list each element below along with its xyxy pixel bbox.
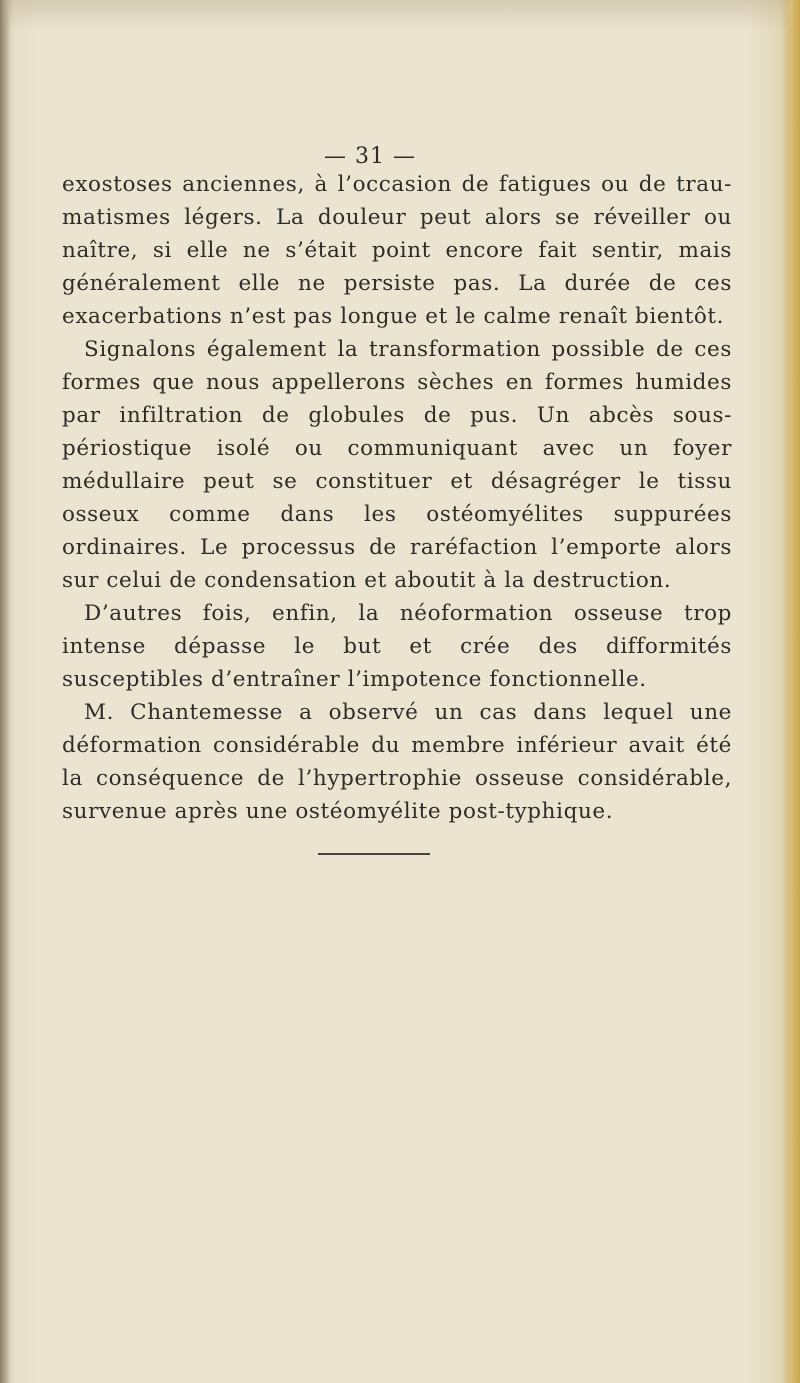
paragraph-1: exostoses anciennes, à l’occasion de fatigues ou de trau-matismes légers. La douleur peut alors se réveiller ou naître, si elle ne s’était point encore fait sentir, mais généralement elle ne persiste pas. La durée de ces exacerbations n’est pas longue et le calme renaît bientôt. xyxy=(62,172,732,329)
page-right-edge xyxy=(782,0,800,1383)
page-left-edge xyxy=(0,0,10,1383)
body-text xyxy=(62,168,732,828)
paragraph-3: D’autres fois, enfin, la néoformation osseuse trop intense dépasse le but et crée des difformités susceptibles d’entraîner l’impotence fonctionnelle. xyxy=(62,601,732,692)
paragraph-2: Signalons également la transformation possible de ces formes que nous appellerons sèches en formes humides par infiltration de globules de pus. Un abcès sous-périostique isolé ou communiquant avec un foyer médullaire peut se constituer et désagréger le tissu osseux comme dans les ostéomyélites suppurées ordinaires. Le processus de raréfaction l’emporte alors sur celui de condensation et aboutit à la destruction. xyxy=(62,337,732,593)
section-rule xyxy=(318,853,430,855)
page-number: — 31 — xyxy=(324,144,416,169)
paragraph-4: M. Chantemesse a observé un cas dans lequel une déformation considérable du membre inférieur avait été la conséquence de l’hypertrophie osseuse considérable, survenue après une ostéomyélite post-typhique. xyxy=(62,700,732,824)
